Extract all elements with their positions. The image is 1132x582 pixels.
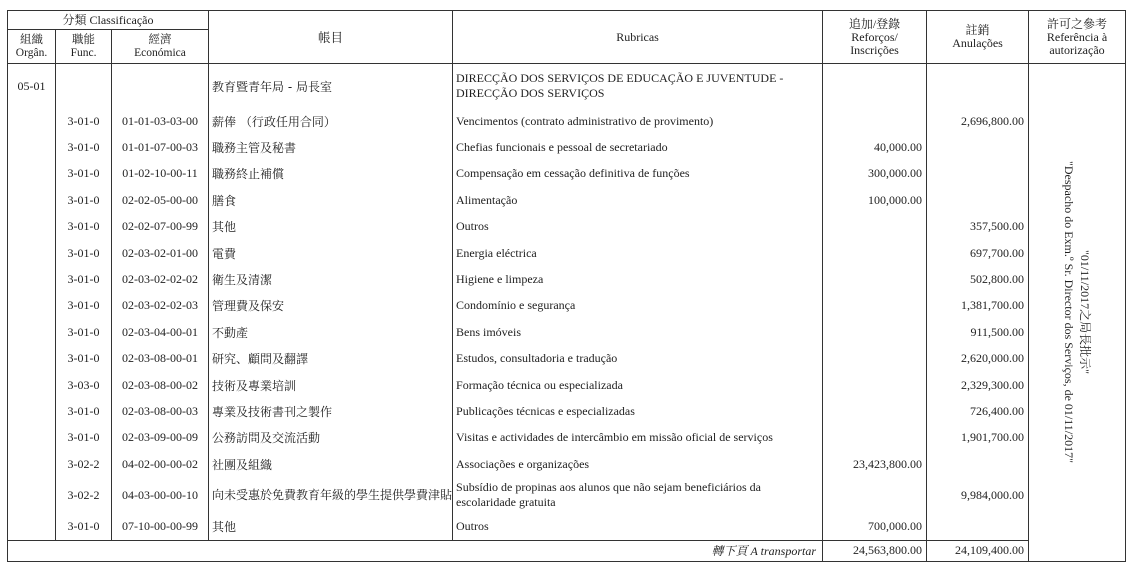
reforcos-value xyxy=(823,477,927,513)
reference-text-pt: "Despacho do Exm.º Sr. Director dos Serviços, de 01/11/2017" xyxy=(1062,161,1077,464)
anulacoes-value: 911,500.00 xyxy=(927,319,1029,345)
rubrica-pt: Estudos, consultadoria e tradução xyxy=(453,346,823,372)
reforcos-value: 40,000.00 xyxy=(823,134,927,160)
rubrica-zh: 技術及專業培訓 xyxy=(209,372,453,398)
func-code: 3-01-0 xyxy=(56,425,112,451)
rubrica-zh: 衛生及清潔 xyxy=(209,266,453,292)
org-code: 05-01 xyxy=(8,64,56,109)
anulacoes-value: 1,381,700.00 xyxy=(927,293,1029,319)
func-code: 3-01-0 xyxy=(56,214,112,240)
anulacoes-value: 357,500.00 xyxy=(927,214,1029,240)
func-header: 職能 Func. xyxy=(56,30,112,64)
func-code: 3-02-2 xyxy=(56,477,112,513)
reforcos-value: 100,000.00 xyxy=(823,187,927,213)
carry-forward-label xyxy=(8,540,823,561)
econ-code: 02-03-09-00-09 xyxy=(112,425,209,451)
econ-code: 02-02-07-00-99 xyxy=(112,214,209,240)
reforcos-value: 700,000.00 xyxy=(823,513,927,540)
org-name-zh: 教育暨青年局 - 局長室 xyxy=(209,64,453,109)
reforcos-value xyxy=(823,293,927,319)
rubrica-pt: Outros xyxy=(453,513,823,540)
func-code: 3-01-0 xyxy=(56,513,112,540)
table-row xyxy=(8,187,1126,213)
econ-code: 02-03-08-00-01 xyxy=(112,346,209,372)
reforcos-value xyxy=(823,346,927,372)
authorization-reference xyxy=(1029,64,1126,562)
rubrica-zh: 職務終止補償 xyxy=(209,161,453,187)
rubrica-zh: 膳食 xyxy=(209,187,453,213)
table-row xyxy=(8,346,1126,372)
func-code: 3-01-0 xyxy=(56,240,112,266)
reforcos-value: 300,000.00 xyxy=(823,161,927,187)
rubrica-zh: 電費 xyxy=(209,240,453,266)
econ-code: 04-03-00-00-10 xyxy=(112,477,209,513)
anulacoes-value xyxy=(927,513,1029,540)
reforcos-value xyxy=(823,398,927,424)
func-code: 3-02-2 xyxy=(56,451,112,477)
rubrica-pt: Vencimentos (contrato administrativo de provimento) xyxy=(453,108,823,134)
rubrica-zh: 研究、顧問及翻譯 xyxy=(209,346,453,372)
econ-code: 01-01-03-03-00 xyxy=(112,108,209,134)
rubrica-pt: Energia eléctrica xyxy=(453,240,823,266)
table-row xyxy=(8,266,1126,292)
econ-code: 02-03-04-00-01 xyxy=(112,319,209,345)
anulacoes-value: 697,700.00 xyxy=(927,240,1029,266)
reference-text-zh: "01/11/2017之局長批示" xyxy=(1078,250,1093,375)
func-code: 3-01-0 xyxy=(56,266,112,292)
table-row xyxy=(8,372,1126,398)
econ-code: 02-02-05-00-00 xyxy=(112,187,209,213)
econ-header: 經濟 Económica xyxy=(112,30,209,64)
rubrica-zh: 不動產 xyxy=(209,319,453,345)
rubrica-pt: Outros xyxy=(453,214,823,240)
anulacoes-value: 2,329,300.00 xyxy=(927,372,1029,398)
anulacoes-value: 502,800.00 xyxy=(927,266,1029,292)
anulacoes-value xyxy=(927,187,1029,213)
rubrica-zh: 其他 xyxy=(209,513,453,540)
rubrica-pt: Higiene e limpeza xyxy=(453,266,823,292)
table-row xyxy=(8,161,1126,187)
func-code: 3-01-0 xyxy=(56,293,112,319)
rubrica-pt: Associações e organizações xyxy=(453,451,823,477)
econ-code: 04-02-00-00-02 xyxy=(112,451,209,477)
econ-code: 02-03-08-00-03 xyxy=(112,398,209,424)
func-code: 3-01-0 xyxy=(56,319,112,345)
rubrica-zh: 社團及組織 xyxy=(209,451,453,477)
org-name-pt: DIRECÇÃO DOS SERVIÇOS DE EDUCAÇÃO E JUVENTUDE - DIRECÇÃO DOS SERVIÇOS xyxy=(453,64,823,109)
anulacoes-value: 726,400.00 xyxy=(927,398,1029,424)
reforcos-header: 追加/登錄 Reforços/ Inscrições xyxy=(823,11,927,64)
econ-code: 01-01-07-00-03 xyxy=(112,134,209,160)
anulacoes-value xyxy=(927,161,1029,187)
func-code: 3-01-0 xyxy=(56,187,112,213)
carry-forward-zh: 轉下頁 xyxy=(711,544,748,559)
func-code: 3-01-0 xyxy=(56,346,112,372)
func-code: 3-03-0 xyxy=(56,372,112,398)
econ-code: 01-02-10-00-11 xyxy=(112,161,209,187)
rubrica-pt: Chefias funcionais e pessoal de secretariado xyxy=(453,134,823,160)
table-row xyxy=(8,477,1126,513)
table-row xyxy=(8,134,1126,160)
classification-header: 分類 Classificação xyxy=(8,11,209,30)
reforcos-value xyxy=(823,319,927,345)
rubrica-zh: 向未受惠於免費教育年級的學生提供學費津貼 xyxy=(209,477,453,513)
rubrica-zh: 薪俸 （行政任用合同） xyxy=(209,108,453,134)
econ-code: 07-10-00-00-99 xyxy=(112,513,209,540)
table-row xyxy=(8,451,1126,477)
anulacoes-value: 2,696,800.00 xyxy=(927,108,1029,134)
econ-code: 02-03-02-01-00 xyxy=(112,240,209,266)
rubrica-zh: 專業及技術書刊之製作 xyxy=(209,398,453,424)
rubrica-pt: Publicações técnicas e especializadas xyxy=(453,398,823,424)
rubrica-pt: Bens imóveis xyxy=(453,319,823,345)
referencia-header: 許可之參考 Referência à autorização xyxy=(1029,11,1126,64)
table-row xyxy=(8,425,1126,451)
anulacoes-value xyxy=(927,134,1029,160)
table-row xyxy=(8,319,1126,345)
rubrica-zh-header: 帳目 xyxy=(209,11,453,64)
rubrica-zh: 職務主管及秘書 xyxy=(209,134,453,160)
rubrica-pt: Alimentação xyxy=(453,187,823,213)
table-row xyxy=(8,214,1126,240)
rubrica-pt: Visitas e actividades de intercâmbio em missão oficial de serviços xyxy=(453,425,823,451)
organ-header: 組織 Orgân. xyxy=(8,30,56,64)
func-code: 3-01-0 xyxy=(56,161,112,187)
anulacoes-value: 9,984,000.00 xyxy=(927,477,1029,513)
table-row xyxy=(8,240,1126,266)
func-code: 3-01-0 xyxy=(56,398,112,424)
rubrica-pt: Compensação em cessação definitiva de funções xyxy=(453,161,823,187)
rubrica-zh: 其他 xyxy=(209,214,453,240)
table-row xyxy=(8,108,1126,134)
econ-code: 02-03-02-02-03 xyxy=(112,293,209,319)
reforcos-value xyxy=(823,266,927,292)
func-code: 3-01-0 xyxy=(56,134,112,160)
func-code: 3-01-0 xyxy=(56,108,112,134)
reforcos-value xyxy=(823,214,927,240)
table-row xyxy=(8,513,1126,540)
rubrica-pt: Condomínio e segurança xyxy=(453,293,823,319)
rubrica-pt: Subsídio de propinas aos alunos que não sejam beneficiários da escolaridade gratuita xyxy=(453,477,823,513)
anulacoes-value: 2,620,000.00 xyxy=(927,346,1029,372)
econ-code: 02-03-02-02-02 xyxy=(112,266,209,292)
rubrica-zh: 公務訪問及交流活動 xyxy=(209,425,453,451)
anulacoes-header: 註銷 Anulações xyxy=(927,11,1029,64)
reforcos-total: 24,563,800.00 xyxy=(823,540,927,561)
reforcos-value xyxy=(823,425,927,451)
anulacoes-value xyxy=(927,451,1029,477)
econ-code: 02-03-08-00-02 xyxy=(112,372,209,398)
rubrica-pt: Formação técnica ou especializada xyxy=(453,372,823,398)
reforcos-value xyxy=(823,372,927,398)
budget-table xyxy=(7,10,1126,562)
table-row xyxy=(8,293,1126,319)
reforcos-value xyxy=(823,240,927,266)
table-row xyxy=(8,398,1126,424)
reforcos-value: 23,423,800.00 xyxy=(823,451,927,477)
carry-forward-pt: A transportar xyxy=(750,544,817,559)
rubrica-pt-header: Rubricas xyxy=(453,11,823,64)
reforcos-value xyxy=(823,108,927,134)
anulacoes-total: 24,109,400.00 xyxy=(927,540,1029,561)
rubrica-zh: 管理費及保安 xyxy=(209,293,453,319)
anulacoes-value: 1,901,700.00 xyxy=(927,425,1029,451)
